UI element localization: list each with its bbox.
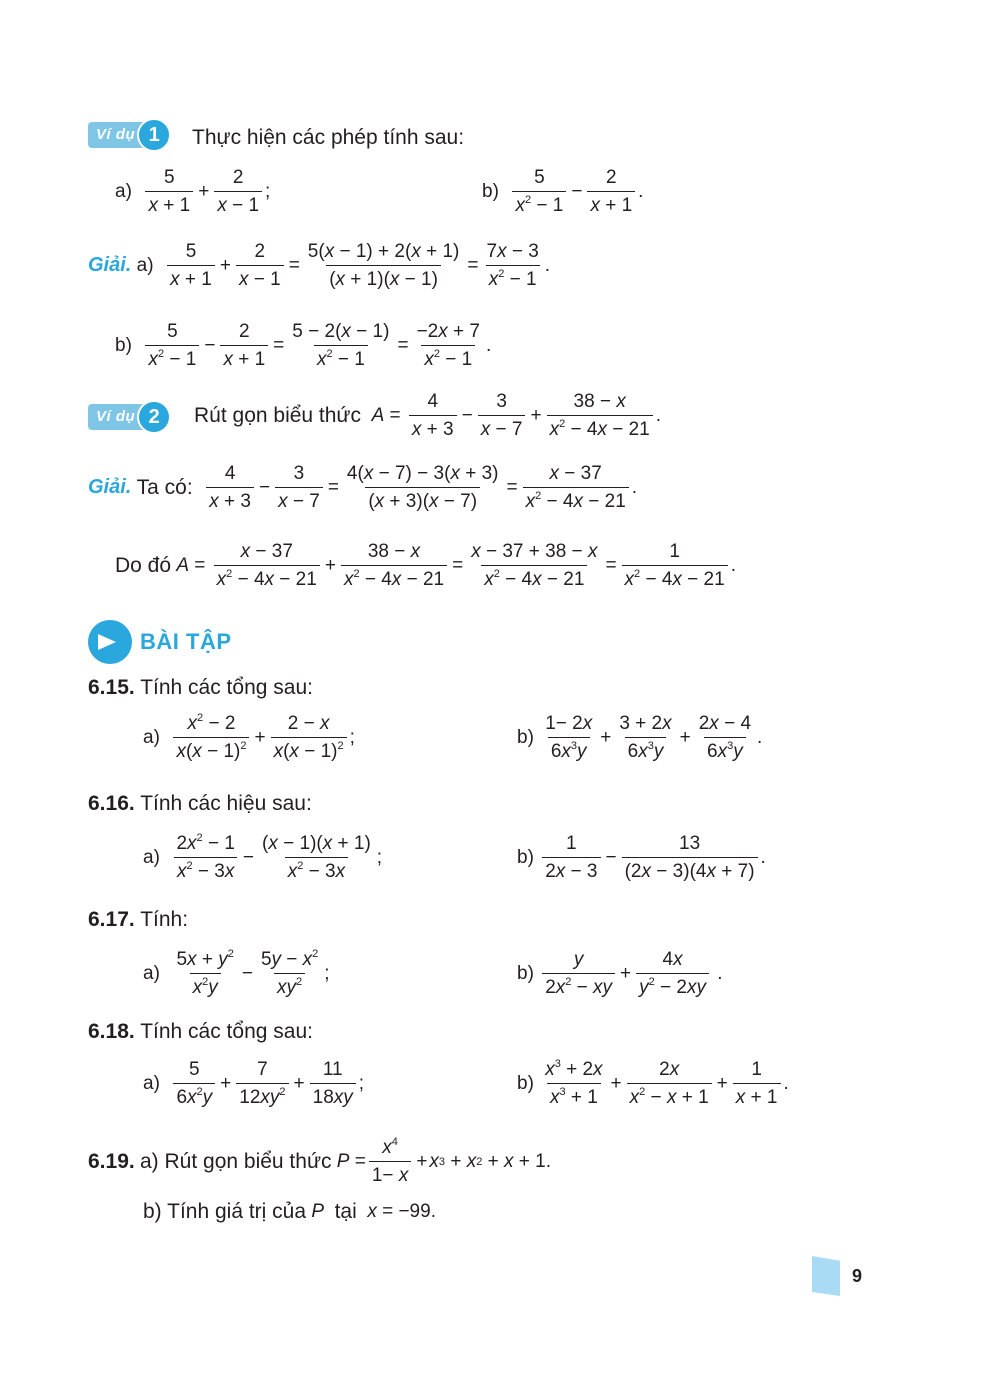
ex616-b: b) 1 2x − 3 − $\frac{13}{(2x - 3)(4x + 7)}$ . [517, 833, 766, 882]
vd1-b-expr: b) 5 $x^2 - 1$ − $\frac{2}{x + 1}$ . [482, 167, 644, 216]
ex616-heading [88, 792, 312, 816]
ex618-a-label: a) [143, 1072, 160, 1094]
vi-du-number: 1 [137, 118, 171, 152]
vd1-text: Thực hiện các phép tính sau: [192, 126, 465, 149]
vd2-text: Rút gọn biểu thức [194, 403, 361, 427]
ex618-b-label: b) [517, 1072, 534, 1094]
ex619-b-text: b) Tính giá trị của [143, 1200, 307, 1223]
ex619-number: 6.19. [88, 1149, 135, 1173]
ex615-a: a) $x^2 - 2$ $x(x - 1)^2$ + $\frac{2 - x}{x(x - 1)^2}$ ; [143, 712, 355, 762]
ex616-b-label: b) [517, 846, 534, 868]
vd1-a-label: a) [115, 180, 132, 202]
ex615-heading [88, 676, 313, 700]
ex617-heading [88, 908, 188, 932]
section-header [88, 620, 232, 664]
giai1-b-expr: b) 5 $x^2 - 1$ − $\frac{2}{x + 1}$ = $\frac{5 - 2(x - 1)}{x^2 - 1}$ = $\frac{-2x + 7}{x^2 - 1}$ . [115, 321, 492, 370]
ex618-a: a) 5 $6x^2y$ + $\frac{7}{12xy^2}$ + $\frac{11}{18xy}$ ; [143, 1059, 365, 1108]
vi-du-1-badge [88, 118, 171, 152]
ex616-a-label: a) [143, 846, 160, 868]
vd2-expr: Rút gọn biểu thức A = 4 x + 3 − $\frac{3}{x - 7}$ + $\frac{38 - x}{x^2 - 4x - 21}$ . [194, 391, 662, 440]
ex617-text: Tính: [140, 908, 189, 931]
ex616-text: Tính các hiệu sau: [140, 792, 312, 815]
page-tab-decoration [812, 1256, 840, 1296]
ex618-heading [88, 1020, 313, 1044]
ex619-b: b) Tính giá trị của P tại x = −99. [143, 1200, 436, 1223]
vd1-a-expr: a) 5 x + 1 + $\frac{2}{x - 1}$ ; [115, 167, 271, 216]
vi-du-label: Ví dụ [88, 404, 157, 430]
giai1-a-expr: Giải. a) 5 x + 1 + $\frac{2}{x - 1}$ = $\frac{5(x - 1) + 2(x + 1)}{(x + 1)(x - 1)}$ = $\frac{7x - 3}{x^2 - 1}$ . [88, 241, 551, 290]
vi-du-2-badge [88, 400, 171, 434]
do-do-text: Do đó [115, 553, 172, 577]
giai-label: Giải. [88, 254, 132, 276]
giai-label: Giải. [88, 476, 132, 498]
ex615-a-label: a) [143, 726, 160, 748]
vi-du-number: 2 [137, 400, 171, 434]
ex617-a-label: a) [143, 962, 160, 984]
ex618-number: 6.18. [88, 1020, 135, 1043]
ex617-b: b) y $2x^2$ − xy + $\frac{4x}{y^2 - 2xy}$ . [517, 949, 723, 998]
ex617-b-label: b) [517, 962, 534, 984]
ex618-text: Tính các tổng sau: [140, 1020, 313, 1043]
ex619-a: 6.19. a) Rút gọn biểu thức P = $x^4$ 1− x + x 3 + x 2 + x + 1. [88, 1136, 551, 1186]
vd1-b-label: b) [482, 180, 499, 202]
section-title: BÀI TẬP [140, 629, 232, 654]
ex617-a: a) $5x + y^2$ $x^2y$ − $\frac{5y - x^2}{xy^2}$ ; [143, 948, 330, 998]
giai1-a-label: a) [136, 254, 154, 276]
page-number: 9 [852, 1266, 863, 1286]
ex617-number: 6.17. [88, 908, 135, 931]
ex618-b: b) $x^3 + 2x$ $x^3 + 1$ + $\frac{2x}{x^2 - x + 1}$ + $\frac{1}{x + 1}$ . [517, 1058, 789, 1108]
vi-du-label: Ví dụ [88, 122, 157, 148]
do-do-expr: Do đó A = x − 37 $x^2 - 4x - 21$ + $\frac{38 - x}{x^2 - 4x - 21}$ = $\frac{x - 37 + 38 - x}{x^2 - 4x - 21}$ = $\frac{1}{x^2 - 4x - 21}$ . [115, 541, 736, 590]
ex615-b-label: b) [517, 726, 534, 748]
ex615-b: b) 1− 2x $6x^3y$ + $\frac{3 + 2x}{6x^3y}$ + $\frac{2x - 4}{6x^3y}$ . [517, 713, 763, 762]
ex615-number: 6.15. [88, 676, 135, 699]
play-icon [88, 620, 132, 664]
giai1-b-label: b) [115, 334, 132, 356]
giai2-text: Ta có: [136, 475, 193, 499]
ex619-tai: tại [334, 1200, 357, 1223]
ex615-text: Tính các tổng sau: [140, 676, 313, 699]
ex616-number: 6.16. [88, 792, 135, 815]
ex619-a-text: a) Rút gọn biểu thức [140, 1149, 332, 1173]
giai2-expr: Giải. Ta có: 4 x + 3 − $\frac{3}{x - 7}$ = $\frac{4(x - 7) - 3(x + 3)}{(x + 3)(x - 7)}$ = $\frac{x - 37}{x^2 - 4x - 21}$ . [88, 463, 638, 512]
ex616-a: a) $2x^2 - 1$ $x^2 - 3x$ − $\frac{(x - 1)(x + 1)}{x^2 - 3x}$ ; [143, 832, 383, 882]
